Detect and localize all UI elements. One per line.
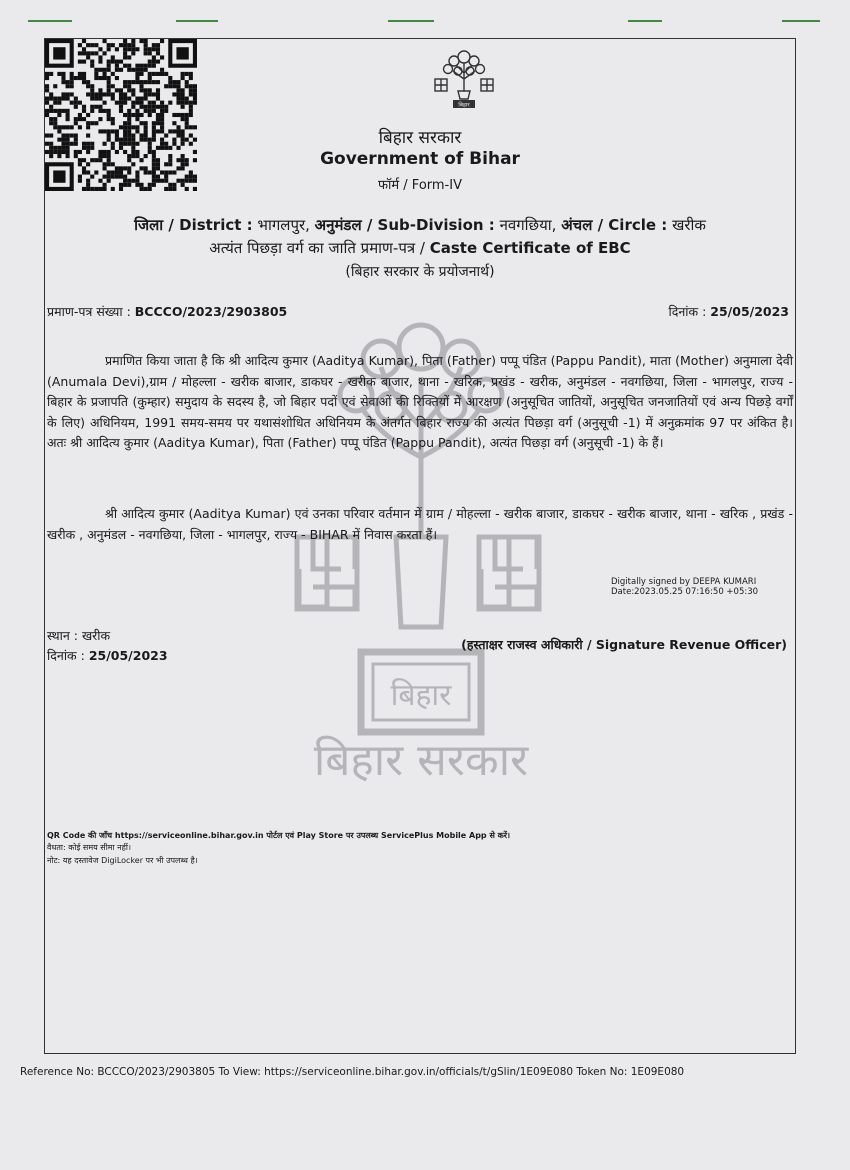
district-label: जिला / District :	[134, 216, 253, 234]
place-line	[47, 627, 110, 644]
emblem-banner-text: बिहार	[458, 102, 470, 109]
certificate-body-paragraph-2: श्री आदित्य कुमार (Aaditya Kumar) एवं उनका परिवार वर्तमान में ग्राम / मोहल्ला - खरीक बाजार, डाकघर - खरीक बाजार, थाना - खरिक , प्रखंड - खरीक , अनुमंडल - नवगछिया, जिला - भागलपुर, राज्य - BIHAR में निवास करता हैं।	[47, 506, 793, 542]
scan-mark	[782, 20, 820, 22]
certificate-number-value: BCCCO/2023/2903805	[134, 304, 288, 319]
issue-date-value: 25/05/2023	[88, 648, 168, 663]
circle-label: अंचल / Circle :	[561, 216, 668, 234]
digital-signature-stamp	[611, 577, 758, 597]
scan-mark	[628, 20, 662, 22]
validity-note: वैधता: कोई समय सीमा नहीं।	[47, 843, 131, 852]
digital-signature-line1: Digitally signed by DEEPA KUMARI	[611, 577, 757, 587]
digital-signature-line2: Date:2023.05.25 07:16:50 +05:30	[611, 587, 759, 597]
signature-label: (हस्ताक्षर राजस्व अधिकारी / Signature Revenue Officer)	[461, 637, 787, 652]
title-english: Caste Certificate of EBC	[429, 239, 631, 257]
certificate-purpose: (बिहार सरकार के प्रयोजनार्थ)	[345, 264, 495, 280]
reference-footer: Reference No: BCCCO/2023/2903805 To View: https://serviceonline.bihar.gov.in/officials/t/gSlin/1E09E080 Token No: 1E09E080	[20, 1066, 685, 1078]
gov-name-english: Government of Bihar	[320, 149, 520, 169]
certificate-body-paragraph-1: प्रमाणित किया जाता है कि श्री आदित्य कुमार (Aaditya Kumar), पिता (Father) पप्पू पंडित (Pappu Pandit), माता (Mother) अनुमाला देवी (Anumala Devi),ग्राम / मोहल्ला - खरीक बाजार, डाकघर - खरीक बाजार, थाना - खरिक, प्रखंड - खरीक, अनुमंडल - नवगछिया, जिला - भागलपुर, राज्य - बिहार के प्रजापति (कुम्हार) समुदाय के सदस्य है, जो बिहार पदों एवं सेवाओं की रिक्तियों में आरक्षण (अनुसूचित जातियों, अनुसूचित जनजातियों एवं अन्य पिछड़े वर्गों के लिए) अधिनियम, 1991 समय-समय पर यथासंशोधित अधिनियम के अंतर्गत बिहार राज्य की अत्यंत पिछड़ा वर्ग (अनुसूची -1) में अनुक्रमांक 97 पर अंकित है। अतः श्री आदित्य कुमार (Aaditya Kumar), पिता (Father) पप्पू पंडित (Pappu Pandit), अत्यंत पिछड़ा वर्ग (अनुसूची -1) के हैं।	[47, 353, 793, 450]
place-label: स्थान :	[47, 628, 78, 643]
circle-value: खरीक	[672, 216, 706, 234]
certificate-number-label: प्रमाण-पत्र संख्या :	[47, 304, 131, 319]
scan-mark	[176, 20, 218, 22]
issue-date-label: दिनांक :	[47, 648, 85, 663]
title-hindi: अत्यंत पिछड़ा वर्ग का जाति प्रमाण-पत्र /	[209, 239, 425, 257]
gov-name-hindi: बिहार सरकार	[378, 128, 462, 148]
subdivision-label: अनुमंडल / Sub-Division :	[314, 216, 495, 234]
digilocker-note: नोट: यह दस्तावेज DigiLocker पर भी उपलब्ध है।	[47, 856, 198, 865]
scan-mark	[28, 20, 72, 22]
bihar-emblem-logo	[429, 47, 499, 111]
form-number: फॉर्म / Form-IV	[378, 178, 462, 193]
district-line	[45, 215, 795, 235]
certificate-date	[668, 303, 789, 320]
district-value: भागलपुर,	[257, 216, 310, 234]
watermark-banner-text: बिहार	[390, 678, 452, 713]
subdivision-value: नवगछिया,	[499, 216, 557, 234]
place-value: खरीक	[81, 628, 111, 643]
certificate-frame	[44, 38, 796, 1054]
certificate-date-value: 25/05/2023	[710, 304, 789, 319]
qr-verification-note: QR Code की जाँच https://serviceonline.bihar.gov.in पोर्टल एवं Play Store पर उपलब्ध ServicePlus Mobile App से करें।	[47, 831, 511, 840]
issue-date-line	[47, 647, 168, 664]
watermark-text: बिहार सरकार	[313, 735, 529, 786]
certificate-number	[47, 303, 287, 320]
certificate-title	[45, 238, 795, 258]
scan-mark	[388, 20, 434, 22]
certificate-date-label: दिनांक :	[668, 304, 707, 319]
